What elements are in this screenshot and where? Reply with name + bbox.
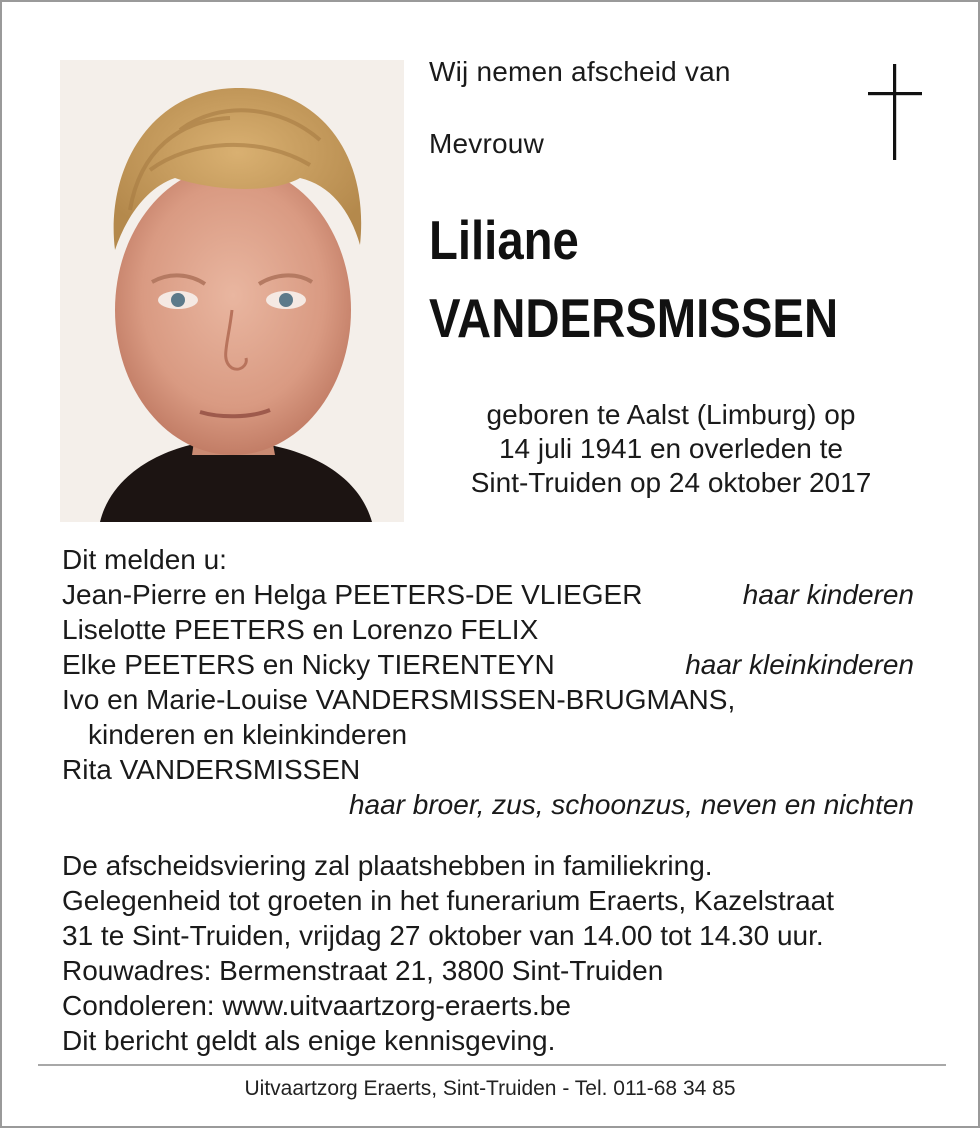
footer-divider [38,1064,946,1066]
family-announcement [62,542,918,822]
family-member: kinderen en kleinkinderen [88,719,408,750]
family-member: Rita VANDERSMISSEN [62,754,361,785]
family-row [62,647,918,682]
ceremony-info [62,848,932,1058]
info-line: Condoleren: www.uitvaartzorg-eraerts.be [62,990,571,1021]
info-line: De afscheidsviering zal plaatshebben in familiekring. [62,850,713,881]
deceased-first-name: Liliane [429,209,579,271]
family-member: Elke PEETERS en Nicky TIERENTEYN [62,649,555,680]
family-member: Jean-Pierre en Helga PEETERS-DE VLIEGER [62,579,643,610]
family-row [62,612,918,647]
honorific-title: Mevrouw [429,128,544,159]
family-row [62,577,918,612]
info-line: Rouwadres: Bermenstraat 21, 3800 Sint-Truiden [62,955,664,986]
family-relation-closing: haar broer, zus, schoonzus, neven en nichten [348,789,914,820]
cross-icon [868,64,922,160]
bio-line: 14 juli 1941 en overleden te [498,433,844,464]
family-relation: haar kleinkinderen [685,649,914,680]
bio-line: geboren te Aalst (Limburg) op [486,399,856,430]
intro-line: Wij nemen afscheid van [429,56,731,87]
deceased-last-name: VANDERSMISSEN [429,287,839,349]
family-row [62,717,918,752]
family-row [62,682,918,717]
funeral-home-footer: Uitvaartzorg Eraerts, Sint-Truiden - Tel. 011-68 34 85 [244,1077,736,1100]
family-member: Ivo en Marie-Louise VANDERSMISSEN-BRUGMANS, [62,684,736,715]
family-member: Liselotte PEETERS en Lorenzo FELIX [62,614,539,645]
bio-line: Sint-Truiden op 24 oktober 2017 [470,467,872,498]
info-line: Gelegenheid tot groeten in het funerarium Eraerts, Kazelstraat [62,885,834,916]
birth-death-details [424,398,918,500]
family-row [62,752,918,787]
info-line: 31 te Sint-Truiden, vrijdag 27 oktober van 14.00 tot 14.30 uur. [62,920,824,951]
announcement-heading: Dit melden u: [62,544,227,575]
portrait-photo [60,60,404,522]
info-line: Dit bericht geldt als enige kennisgeving. [62,1025,556,1056]
family-relation: haar kinderen [742,579,914,610]
